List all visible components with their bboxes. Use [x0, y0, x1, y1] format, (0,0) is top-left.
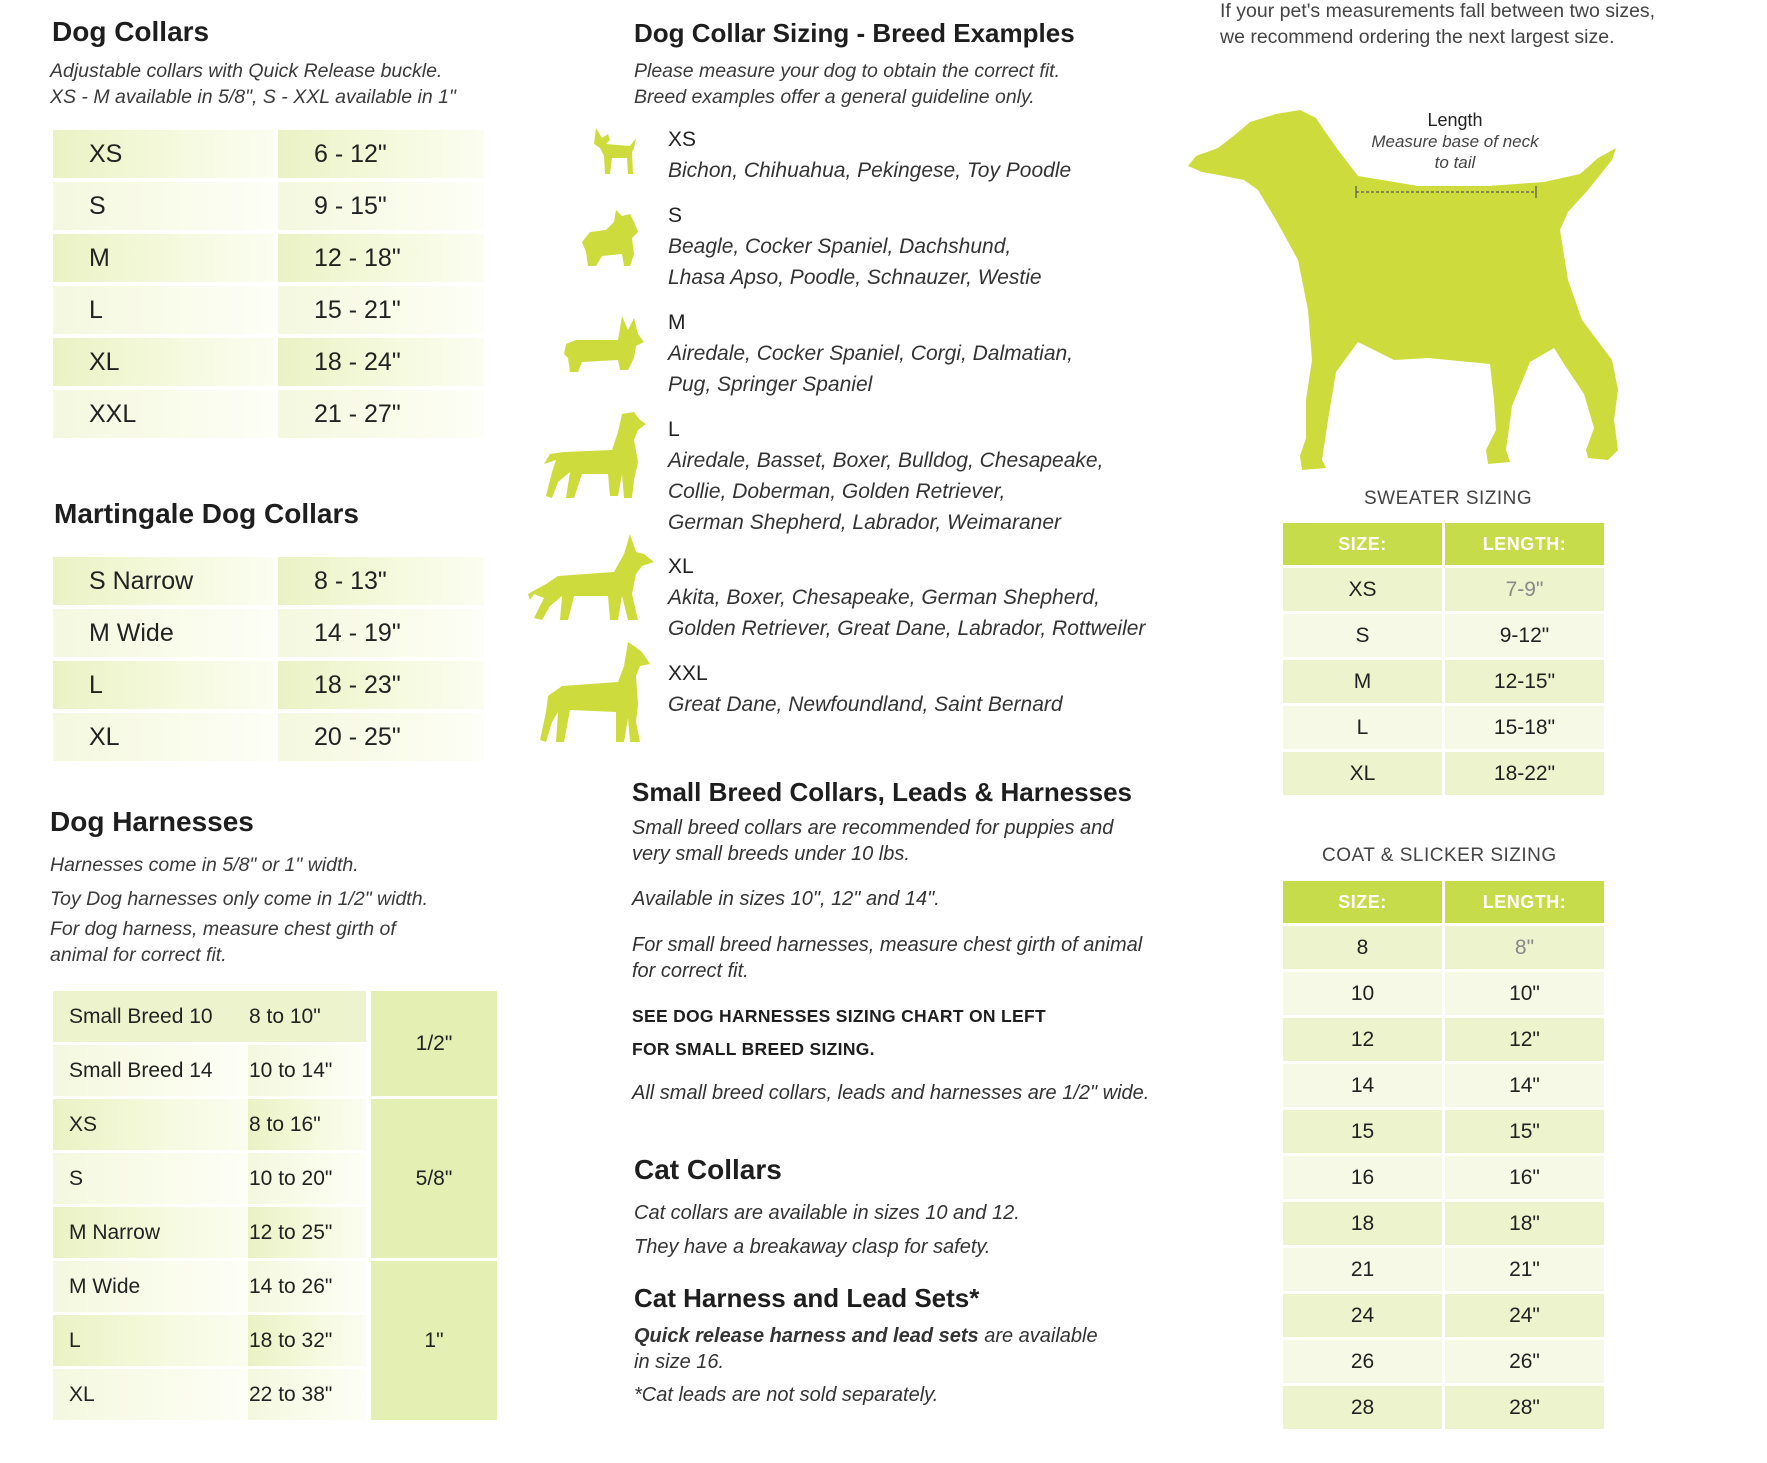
table-row: M 12-15"	[1283, 660, 1604, 703]
table-row: S 10 to 20"	[53, 1153, 497, 1204]
table-row: 12 12"	[1283, 1018, 1604, 1061]
table-row: XS 7-9"	[1283, 568, 1604, 611]
table-row: S 9-12"	[1283, 614, 1604, 657]
xxl-dog-icon	[540, 642, 652, 746]
table-row: 21 21"	[1283, 1248, 1604, 1291]
table-row: XL 22 to 38"	[53, 1369, 497, 1420]
coat-table	[1280, 878, 1607, 1432]
table-header: SIZE: LENGTH:	[1283, 881, 1604, 923]
small-breed-p2: Available in sizes 10", 12" and 14".	[632, 888, 940, 910]
small-breed-caps: SEE DOG HARNESSES SIZING CHART ON LEFT FOR SMALL BREED SIZING.	[632, 1006, 1046, 1059]
table-row: S 9 - 15"	[53, 182, 484, 230]
table-header: SIZE: LENGTH:	[1283, 523, 1604, 565]
table-row: XXL 21 - 27"	[53, 390, 484, 438]
table-row: 24 24"	[1283, 1294, 1604, 1337]
table-row: XS 6 - 12"	[53, 130, 484, 178]
xs-dog-icon	[590, 126, 640, 178]
measure-note: If your pet's measurements fall between two sizes, we recommend ordering the next largest size.	[1220, 0, 1656, 48]
small-breed-p4: All small breed collars, leads and harnesses are 1/2" wide.	[632, 1082, 1150, 1104]
table-row: Small Breed 14 10 to 14"	[53, 1045, 497, 1096]
table-row: 26 26"	[1283, 1340, 1604, 1383]
table-row: XL 20 - 25"	[53, 713, 484, 761]
small-breed-p3: For small breed harnesses, measure chest girth of animal for correct fit.	[632, 934, 1143, 982]
breed-xl: XL Akita, Boxer, Chesapeake, German Shepherd, Golden Retriever, Great Dane, Labrador, Rottweiler	[668, 555, 1146, 640]
table-row: 10 10"	[1283, 972, 1604, 1015]
small-breed-title: Small Breed Collars, Leads & Harnesses	[632, 777, 1133, 807]
cat-collars-lines: Cat collars are available in sizes 10 and 12. They have a breakaway clasp for safety.	[634, 1202, 1020, 1258]
dog-collars-title: Dog Collars	[52, 16, 210, 47]
cat-harness-text: Quick release harness and lead sets are available in size 16. *Cat leads are not sold separately.	[634, 1325, 1098, 1406]
table-row: 8 8"	[1283, 926, 1604, 969]
table-row: XS 8 to 16" 5/8"	[53, 1099, 497, 1150]
sweater-table	[1280, 520, 1607, 798]
table-row: S Narrow 8 - 13"	[53, 557, 484, 605]
table-row: L 18 to 32"	[53, 1315, 497, 1366]
xl-dog-icon	[528, 534, 656, 624]
table-row: L 18 - 23"	[53, 661, 484, 709]
martingale-table	[48, 553, 489, 765]
table-row: L 15-18"	[1283, 706, 1604, 749]
harnesses-notes: Harnesses come in 5/8" or 1" width. Toy Dog harnesses only come in 1/2" width. For dog harness, measure chest girth of animal for correct fit.	[50, 854, 428, 966]
table-row: L 15 - 21"	[53, 286, 484, 334]
table-row: M Wide 14 - 19"	[53, 609, 484, 657]
breed-xs: XS Bichon, Chihuahua, Pekingese, Toy Poodle	[668, 128, 1072, 182]
length-label: Length Measure base of neck to tail	[1371, 110, 1539, 172]
table-row: 28 28"	[1283, 1386, 1604, 1429]
harnesses-table	[53, 988, 497, 1423]
table-row: M Narrow 12 to 25"	[53, 1207, 497, 1258]
table-row: 15 15"	[1283, 1110, 1604, 1153]
table-row: 18 18"	[1283, 1202, 1604, 1245]
s-dog-icon	[580, 208, 642, 270]
table-row: Small Breed 10 8 to 10" 1/2"	[53, 991, 497, 1042]
harnesses-title: Dog Harnesses	[50, 806, 254, 837]
table-row: 14 14"	[1283, 1064, 1604, 1107]
table-row: 16 16"	[1283, 1156, 1604, 1199]
breed-m: M Airedale, Cocker Spaniel, Corgi, Dalmatian, Pug, Springer Spaniel	[668, 311, 1074, 396]
table-row: XL 18-22"	[1283, 752, 1604, 795]
l-dog-icon	[542, 410, 648, 502]
breed-xxl: XXL Great Dane, Newfoundland, Saint Bernard	[668, 662, 1063, 716]
dog-collars-notes: Adjustable collars with Quick Release buckle. XS - M available in 5/8", S - XXL available in 1"	[50, 60, 456, 108]
small-breed-p1: Small breed collars are recommended for puppies and very small breeds under 10 lbs.	[632, 817, 1114, 865]
coat-caption: COAT & SLICKER SIZING	[1322, 845, 1557, 866]
sweater-caption: SWEATER SIZING	[1364, 488, 1533, 509]
m-dog-icon	[562, 314, 646, 376]
breed-examples-notes: Please measure your dog to obtain the correct fit. Breed examples offer a general guideline only.	[634, 60, 1060, 108]
table-row: M Wide 14 to 26" 1"	[53, 1261, 497, 1312]
breed-s: S Beagle, Cocker Spaniel, Dachshund, Lhasa Apso, Poodle, Schnauzer, Westie	[668, 204, 1042, 289]
cat-harness-title: Cat Harness and Lead Sets*	[634, 1283, 980, 1313]
martingale-title: Martingale Dog Collars	[54, 498, 359, 529]
table-row: XL 18 - 24"	[53, 338, 484, 386]
dog-collars-table	[48, 126, 489, 442]
table-row: M 12 - 18"	[53, 234, 484, 282]
breed-examples-title: Dog Collar Sizing - Breed Examples	[634, 18, 1075, 48]
cat-collars-title: Cat Collars	[634, 1154, 782, 1185]
breed-l: L Airedale, Basset, Boxer, Bulldog, Chesapeake, Collie, Doberman, Golden Retriever, German Shepherd, Labrador, Weimaraner	[668, 418, 1104, 534]
